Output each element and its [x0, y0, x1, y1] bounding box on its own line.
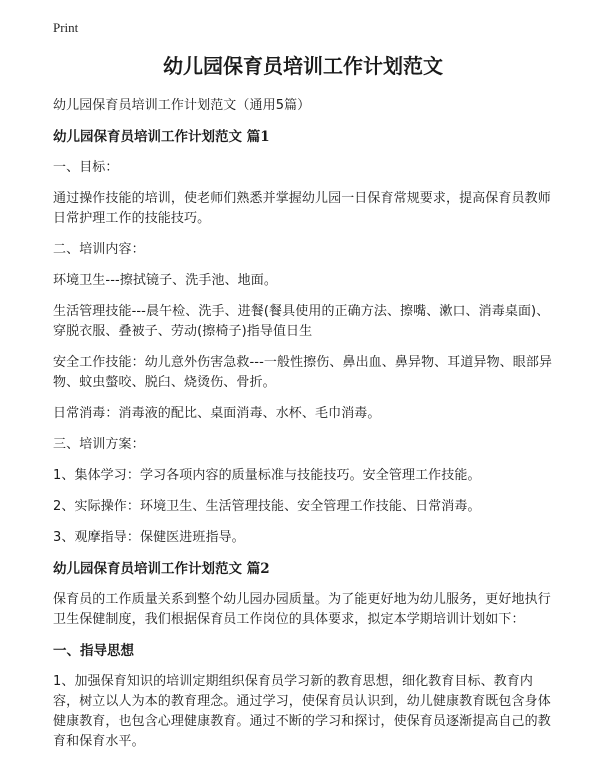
- paragraph: 三、培训方案：: [53, 437, 145, 452]
- document-title: 幼儿园保育员培训工作计划范文: [163, 54, 443, 78]
- paragraph: 通过操作技能的培训，使老师们熟悉并掌握幼儿园一日保育常规要求，提高保育员教师日常护理工作的技能技巧。: [53, 191, 551, 226]
- paragraph: 3、观摩指导：保健医进班指导。: [53, 530, 245, 545]
- paragraph: 安全工作技能：幼儿意外伤害急救---一般性擦伤、鼻出血、鼻异物、耳道异物、眼部异物、蚊虫螫咬、脱臼、烧烫伤、骨折。: [53, 355, 553, 390]
- paragraph: 1、加强保育知识的培训定期组织保育员学习新的教育思想，细化教育目标、教育内容，树立以人为本的教育理念。通过学习，使保育员认识到，幼儿健康教育既包含身体健康教育，也包含心理健康教育。通过不断的学习和探讨，使保育员逐渐提高自己的教育和保育水平。: [53, 674, 551, 749]
- paragraph: 1、集体学习：学习各项内容的质量标准与技能技巧。安全管理工作技能。: [53, 468, 481, 483]
- paragraph: 幼儿园保育员培训工作计划范文（通用5篇）: [53, 98, 311, 113]
- paragraph: 二、培训内容：: [53, 242, 145, 257]
- document-body: [53, 52, 553, 763]
- paragraph: 生活管理技能---晨午检、洗手、进餐(餐具使用的正确方法、擦嘴、漱口、消毒桌面)、穿脱衣服、叠被子、劳动(擦椅子)指导值日生: [53, 304, 550, 339]
- section-heading: 一、指导思想: [53, 643, 134, 659]
- paragraph: 2、实际操作：环境卫生、生活管理技能、安全管理工作技能、日常消毒。: [53, 499, 481, 514]
- paragraph: 环境卫生---擦拭镜子、洗手池、地面。: [53, 273, 277, 288]
- section-heading: 幼儿园保育员培训工作计划范文 篇1: [53, 129, 270, 145]
- paragraph: 一、目标：: [53, 160, 119, 175]
- paragraph: 保育员的工作质量关系到整个幼儿园办园质量。为了能更好地为幼儿服务，更好地执行卫生保健制度，我们根据保育员工作岗位的具体要求，拟定本学期培训计划如下：: [53, 592, 551, 627]
- paragraph: 日常消毒：消毒液的配比、桌面消毒、水杯、毛巾消毒。: [53, 406, 381, 421]
- section-heading: 幼儿园保育员培训工作计划范文 篇2: [53, 561, 270, 577]
- print-link[interactable]: Print: [53, 20, 79, 35]
